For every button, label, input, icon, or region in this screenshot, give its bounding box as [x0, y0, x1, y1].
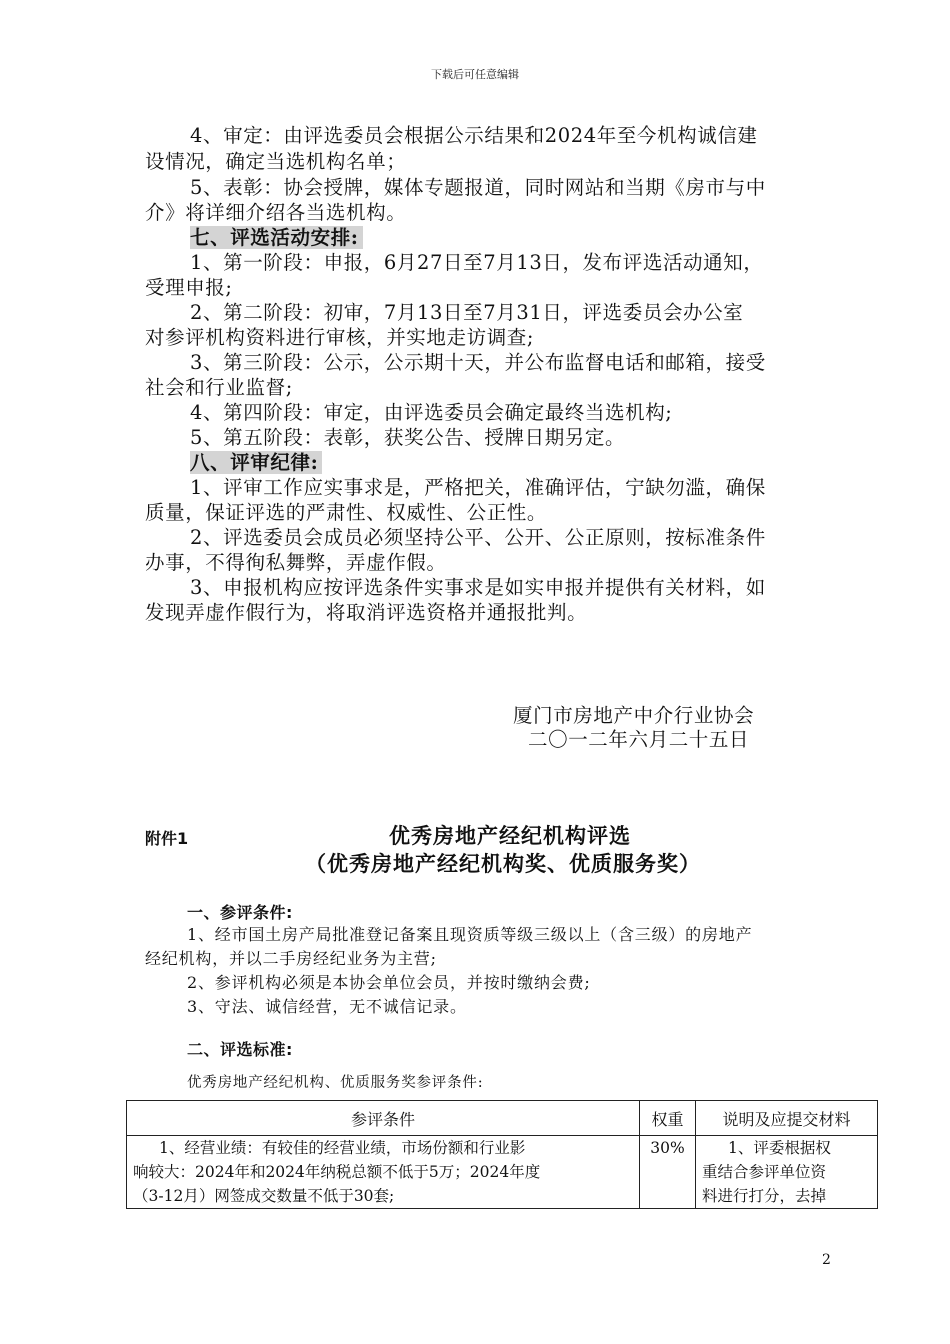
- annex-subtitle: （优秀房地产经纪机构奖、优质服务奖）: [305, 852, 701, 876]
- paragraph-line: 办事，不得徇私舞弊，弄虚作假。: [145, 551, 447, 574]
- section-heading-8: [190, 451, 322, 475]
- paragraph-line: 2、参评机构必须是本协会单位会员，并按时缴纳会费;: [187, 973, 591, 992]
- table-row: [127, 1136, 878, 1209]
- annex-label: 附件1: [145, 829, 189, 848]
- table-header-row: [127, 1101, 878, 1136]
- criteria-table: [126, 1100, 878, 1209]
- cell-line: 重结合参评单位资: [702, 1163, 827, 1181]
- paragraph-line: 介》将详细介绍各当选机构。: [145, 201, 407, 224]
- paragraph-line: 2、评选委员会成员必须坚持公平、公开、公正原则，按标准条件: [190, 526, 766, 549]
- paragraph-line: 社会和行业监督;: [145, 376, 293, 399]
- signature-organization: 厦门市房地产中介行业协会: [513, 704, 755, 727]
- cell-line: 1、评委根据权: [728, 1139, 831, 1157]
- page-number: 2: [822, 1252, 831, 1268]
- paragraph-line: 5、第五阶段：表彰，获奖公告、授牌日期另定。: [190, 426, 626, 449]
- paragraph-line: 4、审定：由评选委员会根据公示结果和2024年至今机构诚信建: [190, 124, 758, 147]
- paragraph-line: 发现弄虚作假行为，将取消评选资格并通报批判。: [145, 601, 588, 624]
- cell-line: （3-12月）网签成交数量不低于30套;: [133, 1187, 395, 1205]
- column-header-notes: 说明及应提交材料: [696, 1101, 878, 1136]
- cell-line: 料进行打分，去掉: [702, 1187, 827, 1205]
- paragraph-line: 3、守法、诚信经营，无不诚信记录。: [187, 997, 467, 1016]
- cell-weight: 30%: [640, 1136, 696, 1209]
- column-header-condition: 参评条件: [127, 1101, 640, 1136]
- page-header-note: 下载后可任意编辑: [431, 68, 519, 81]
- annex-heading-2: 二、评选标准:: [187, 1040, 293, 1059]
- annex-heading-1: 一、参评条件:: [187, 903, 293, 922]
- column-header-weight: 权重: [640, 1101, 696, 1136]
- signature-date: 二〇一二年六月二十五日: [528, 728, 750, 751]
- section-heading-7: [190, 226, 363, 250]
- table-intro: 优秀房地产经纪机构、优质服务奖参评条件:: [187, 1075, 484, 1091]
- cell-condition: [127, 1136, 640, 1209]
- paragraph-line: 1、评审工作应实事求是，严格把关，准确评估，宁缺勿滥，确保: [190, 476, 766, 499]
- paragraph-line: 3、第三阶段：公示，公示期十天，并公布监督电话和邮箱，接受: [190, 351, 766, 374]
- paragraph-line: 对参评机构资料进行审核，并实地走访调查;: [145, 326, 535, 349]
- cell-line: 1、经营业绩：有较佳的经营业绩，市场份额和行业影: [159, 1139, 526, 1157]
- annex-title: 优秀房地产经纪机构评选: [389, 824, 631, 848]
- paragraph-line: 经纪机构，并以二手房经纪业务为主营;: [145, 949, 437, 968]
- paragraph-line: 3、申报机构应按评选条件实事求是如实申报并提供有关材料，如: [190, 576, 766, 599]
- cell-line: 响较大：2024年和2024年纳税总额不低于5万；2024年度: [133, 1163, 541, 1181]
- paragraph-line: 受理申报;: [145, 276, 233, 299]
- paragraph-line: 1、经市国土房产局批准登记备案且现资质等级三级以上（含三级）的房地产: [187, 925, 753, 944]
- paragraph-line: 质量，保证评选的严肃性、权威性、公正性。: [145, 501, 548, 524]
- section-heading-8-text: 八、评审纪律:: [190, 451, 322, 474]
- paragraph-line: 2、第二阶段：初审，7月13日至7月31日，评选委员会办公室: [190, 301, 744, 324]
- paragraph-line: 5、表彰：协会授牌，媒体专题报道，同时网站和当期《房市与中: [190, 176, 766, 199]
- section-heading-7-text: 七、评选活动安排:: [190, 226, 363, 249]
- paragraph-line: 1、第一阶段：申报，6月27日至7月13日，发布评选活动通知，: [190, 251, 764, 274]
- cell-notes: [696, 1136, 878, 1209]
- paragraph-line: 4、第四阶段：审定，由评选委员会确定最终当选机构;: [190, 401, 673, 424]
- paragraph-line: 设情况，确定当选机构名单；: [145, 150, 407, 173]
